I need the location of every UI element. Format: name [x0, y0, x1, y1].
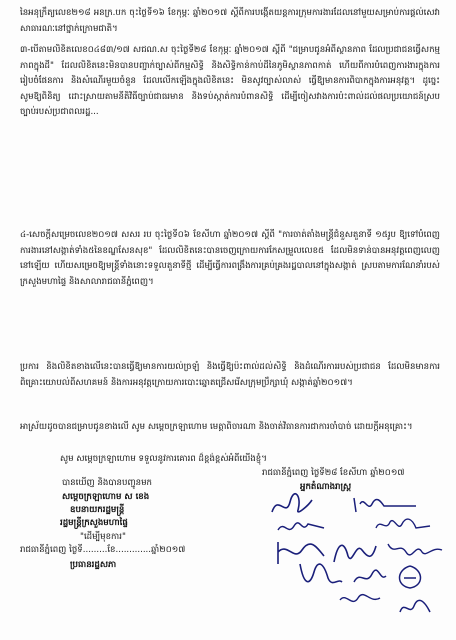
signature-8	[292, 560, 346, 590]
assembly-president-title: ប្រធានរដ្ឋសភា	[70, 560, 117, 570]
on-behalf-label: "ដើម្បីមុខការ"	[80, 532, 126, 542]
signature-3	[274, 518, 330, 538]
ministry-title: រដ្ឋមន្ត្រីក្រសួងមហាផ្ទៃ	[60, 518, 128, 528]
seen-and-forwarded-label: បានឃើញ និងបានបញ្ជូនមក	[62, 478, 153, 488]
signature-10	[390, 562, 430, 592]
signature-9	[350, 566, 390, 588]
paragraph-5: អាស្រ័យដូចបានជម្រាបជូនខាងលើ សូម សម្ដេចក្រឡាហោម មេត្តាពិចារណា និងចាត់វិធានការជាការចាំបាច់ ដោយក្ដីអនុគ្រោះ។	[20, 422, 413, 432]
paragraph-1: នៃអនុក្រឹត្យលេខ២១៨ អនក្រ.បក ចុះថ្ងៃទី១៦ ខែកុម្ភៈ ឆ្នាំ២០១៧ ស្ដីពីការបង្កើតយន្តការក្រុមការងារដែលនៅមួយសម្រាប់ការផ្ដល់សេវាសាធារណៈនៅថ្នាក់ក្រោមជាតិ។	[20, 8, 440, 34]
minister-name: សម្ដេចក្រឡាហោម ស ខេង	[62, 492, 150, 502]
right-date-line: រាជធានីភ្នំពេញ ថ្ងៃទី២៨ ខែសីហា ឆ្នាំ២០១៧	[262, 468, 405, 478]
signature-12	[396, 596, 436, 620]
paragraph-2: ៣-បើតាមលិខិតលេខ០៤៨៣/១៧ សជណ.ស ចុះថ្ងៃទី២៨ ខែកុម្ភៈ ឆ្នាំ២០១៧ ស្ដីពី "ជម្រាបជូនអំពីស្ថានភាព ដែលប្រជាជនធ្វើសកម្មភាពក្នុងដី" ដែលលិខិតនេះមិនបានបញ្ជាក់ច្បាស់ពីកម្មសិទ្ធិ និងសិទ្ធិកាន់កាប់ដីនៃភូមិស្ថានភាពកាត់ ហើយពីការបំពេញការងារក្នុងការរៀបចំផែនការ និងសំណើរមួយចំនួន ដែលលើកឡើងក្នុងលិខិតនេះ មិនសូវច្បាស់លាស់ ធ្វើឱ្យមានការពិបាកក្នុងការអនុវត្ត។ ដូច្នេះ សូមឱ្យពិនិត្យ ដោះស្រាយតាមនីតិវិធីច្បាប់ជាធរមាន និងទប់ស្កាត់ការបំពានសិទ្ធិ ដើម្បីចៀសវាងការប៉ះពាល់ដល់ផលប្រយោជន៍ស្របច្បាប់របស់ប្រជាពលរដ្ឋ...	[20, 45, 440, 118]
paragraph-4: ប្រការ និងលិខិតខាងលើនេះបានធ្វើឱ្យមានការយល់ច្រឡំ និងធ្វើឱ្យប៉ះពាល់ដល់សិទ្ធិ និងដំណើរការរបស់ប្រជាជន ដែលមិនមានការពិគ្រោះយោបល់ពីសហគមន៍ និងការអនុវត្តក្រោយការបោះឆ្នោតជ្រើសរើសក្រុមប្រឹក្សាឃុំ សង្កាត់ឆ្នាំ២០១៧។	[20, 362, 440, 388]
paragraph-3: ៤-សេចក្ដីសម្រេចលេខ២០១៧ សសរ រប ចុះថ្ងៃទី០៦ ខែសីហា ឆ្នាំ២០១៧ ស្ដីពី "ការចាត់តាំងមន្ត្រីជំនួសតួនាទី ១៥រូប ឱ្យទៅបំពេញការងារនៅសង្កាត់ទាំង៥នៃខណ្ឌសែនសុខ" ដែលលិខិតនេះបានចេញក្រោយការកែសម្រួលលេខ៥ ដែលមិនទាន់បានអនុវត្តពេញលេញនៅឡើយ ហើយសម្រេចឱ្យមន្ត្រីទាំងនោះទទួលតួនាទីថ្មី ដើម្បីធ្វើការពង្រឹងការគ្រប់គ្រងរដ្ឋបាលនៅក្នុងសង្កាត់ ស្របតាមការណែនាំរបស់ក្រសួងមហាផ្ទៃ និងសាលារាជធានីភ្នំពេញ។	[20, 230, 440, 287]
signature-2	[350, 494, 420, 516]
closing-request-line: សូម សម្ដេចក្រឡាហោម ទទួលនូវការគោរព ដ៏ខ្ពង់ខ្ពស់អំពីយើងខ្ញុំ។	[60, 454, 267, 464]
left-date-line: រាជធានីភ្នំពេញ ថ្ងៃទី.........ខែ.............ឆ្នាំ២០១៧	[20, 545, 186, 555]
deputy-pm-title: ឧបនាយករដ្ឋមន្ត្រី	[70, 505, 125, 515]
representatives-title: អ្នកតំណាងរាស្ត្រ	[300, 482, 352, 492]
signature-4	[372, 514, 434, 536]
signature-1	[268, 492, 316, 520]
signature-7	[384, 538, 446, 560]
signature-11	[336, 590, 386, 610]
